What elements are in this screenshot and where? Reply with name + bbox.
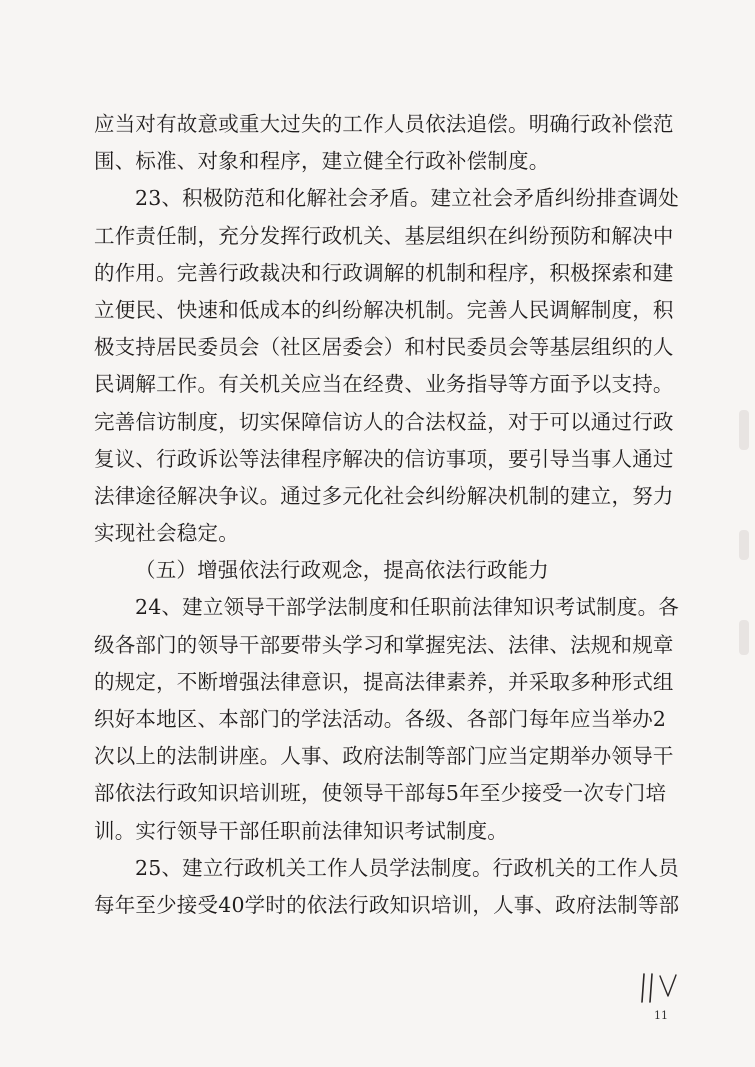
text-line: 23、积极防范和化解社会矛盾。建立社会矛盾纠纷排查调处 [135,186,679,211]
section-heading: （五）增强依法行政观念，提高依法行政能力 [135,558,549,583]
text-line: 复议、行政诉讼等法律程序解决的信访事项，要引导当事人通过 [94,446,674,471]
text-line: 每年至少接受40学时的依法行政知识培训，人事、政府法制等部 [94,892,680,917]
text-line: 极支持居民委员会（社区居委会）和村民委员会等基层组织的人 [94,335,674,360]
text-line: 立便民、快速和低成本的纠纷解决机制。完善人民调解制度，积 [94,297,674,322]
text-line: 级各部门的领导干部要带头学习和掌握宪法、法律、法规和规章 [94,632,674,657]
text-line: 织好本地区、本部门的学法活动。各级、各部门每年应当举办2 [94,707,667,731]
text-line: 的作用。完善行政裁决和行政调解的机制和程序，积极探索和建 [94,260,674,285]
text-line: 25、建立行政机关工作人员学法制度。行政机关的工作人员 [135,855,679,880]
text-line: 应当对有故意或重大过失的工作人员依法追偿。明确行政补偿范 [94,112,674,136]
document-body [94,106,682,924]
text-line: 部依法行政知识培训班，使领导干部每5年至少接受一次专门培 [94,781,667,806]
page-number: 11 [654,1009,668,1022]
text-line: 次以上的法制讲座。人事、政府法制等部门应当定期举办领导干 [94,744,674,769]
text-line: 的规定，不断增强法律意识，提高法律素养，并采取多种形式组 [94,669,674,694]
text-line: 实现社会稳定。 [94,521,239,546]
scan-edge-mark [739,620,749,655]
text-line: 法律途径解决争议。通过多元化社会纠纷解决机制的建立，努力 [94,483,674,508]
text-line: 完善信访制度，切实保障信访人的合法权益，对于可以通过行政 [94,409,674,434]
text-line: 民调解工作。有关机关应当在经费、业务指导等方面予以支持。 [94,372,674,397]
text-line: 围、标准、对象和程序，建立健全行政补偿制度。 [94,149,550,174]
text-line: 工作责任制，充分发挥行政机关、基层组织在纠纷预防和解决中 [94,223,674,248]
text-line: 训。实行领导干部任职前法律知识考试制度。 [94,818,508,843]
scan-edge-mark [739,530,749,560]
text-line: 24、建立领导干部学法制度和任职前法律知识考试制度。各 [135,595,679,620]
handwritten-mark-icon [638,972,688,1004]
scan-edge-mark [739,410,749,450]
